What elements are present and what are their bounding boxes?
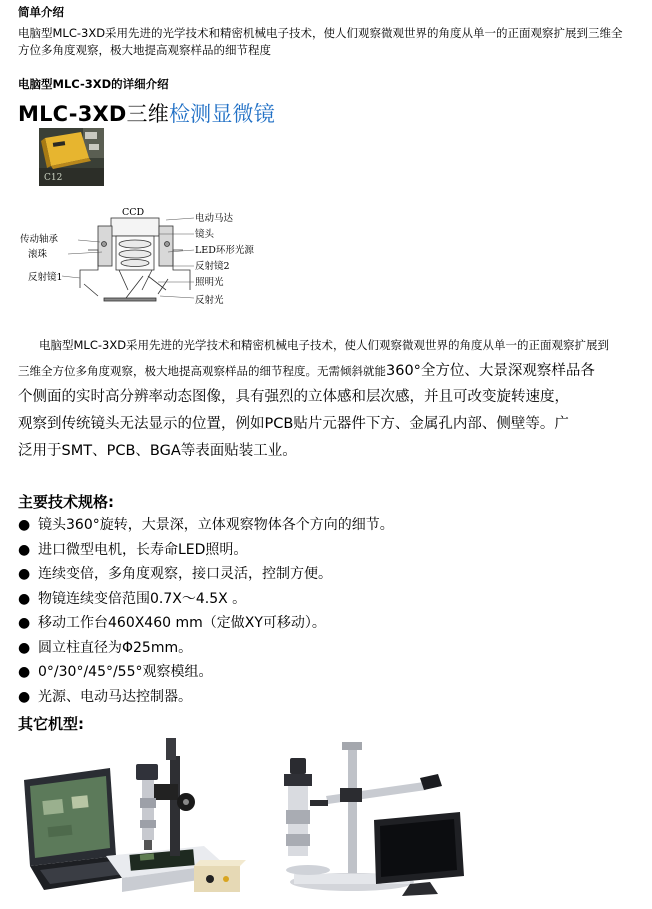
spec-item: ● 物镜连续变倍范围0.7X～4.5X 。 — [18, 590, 247, 607]
label-ball: 滚珠 — [28, 249, 48, 260]
body-line-3: 个侧面的实时高分辨率动态图像，具有强烈的立体感和层次感，并且可改变旋转速度， — [18, 389, 569, 405]
spec-item: ● 0°/30°/45°/55°观察模组。 — [18, 664, 213, 680]
product-photo-2 — [270, 738, 470, 898]
heading-cn2: 检测显微镜 — [168, 102, 275, 126]
spec-item: ● 进口微型电机，长寿命LED照明。 — [18, 541, 248, 558]
intro-text: 电脑型MLC-3XD采用先进的光学技术和精密机械电子技术，使人们观察微观世界的角度从单一的正面观察扩展到三维全方位多角度观察，极大地提高观察样品的细节程度 — [18, 26, 623, 57]
intro-title: 简单介绍 — [18, 5, 64, 19]
heading-model: MLC-3XD — [18, 102, 127, 126]
body-line-2b: 360°全方位、大景深观察样品各 — [386, 363, 595, 379]
label-mirror1: 反射镜1 — [28, 272, 63, 283]
label-illum: 照明光 — [195, 277, 224, 288]
spec-item: ● 移动工作台460X460 mm（定做XY可移动）。 — [18, 615, 326, 631]
label-motor: 电动马达 — [195, 213, 234, 224]
specs-title: 主要技术规格: — [18, 493, 114, 511]
optical-diagram — [18, 204, 268, 314]
body-line-5: 泛用于SMT、PCB、BGA等表面贴装工业。 — [18, 443, 297, 459]
chip-photo — [39, 128, 104, 186]
body-line-2 — [18, 358, 595, 385]
label-reflect: 反射光 — [195, 295, 224, 306]
svg-text:C12: C12 — [44, 173, 63, 183]
page-heading — [18, 101, 275, 127]
other-models-title: 其它机型: — [18, 715, 84, 733]
body-line-4: 观察到传统镜头无法显示的位置，例如PCB贴片元器件下方、金属孔内部、侧壁等。广 — [18, 416, 569, 432]
detail-title: 电脑型MLC-3XD的详细介绍 — [18, 77, 169, 91]
chip-photo-image — [39, 128, 104, 186]
spec-item: ● 镜头360°旋转，大景深，立体观察物体各个方向的细节。 — [18, 517, 394, 533]
specs-list — [15, 513, 394, 709]
body-line-1: 电脑型MLC-3XD采用先进的光学技术和精密机械电子技术，使人们观察微观世界的角度从单一的正面观察扩展到 — [39, 338, 610, 352]
spec-item: ● 光源、电动马达控制器。 — [18, 688, 192, 705]
label-lens: 镜头 — [195, 229, 215, 240]
label-bearing: 传动轴承 — [20, 234, 59, 245]
label-ccd: CCD — [122, 207, 145, 218]
label-led: LED环形光源 — [195, 245, 254, 256]
body-line-2a: 三维全方位多角度观察，极大地提高观察样品的细节程度。无需倾斜就能 — [18, 364, 386, 378]
spec-item: ● 连续变倍，多角度观察，接口灵活，控制方便。 — [18, 566, 332, 582]
heading-cn1: 三维 — [126, 102, 169, 126]
label-mirror2: 反射镜2 — [195, 261, 230, 272]
spec-item: ● 圆立柱直径为Φ25mm。 — [18, 639, 193, 656]
product-photo-1 — [18, 738, 250, 898]
